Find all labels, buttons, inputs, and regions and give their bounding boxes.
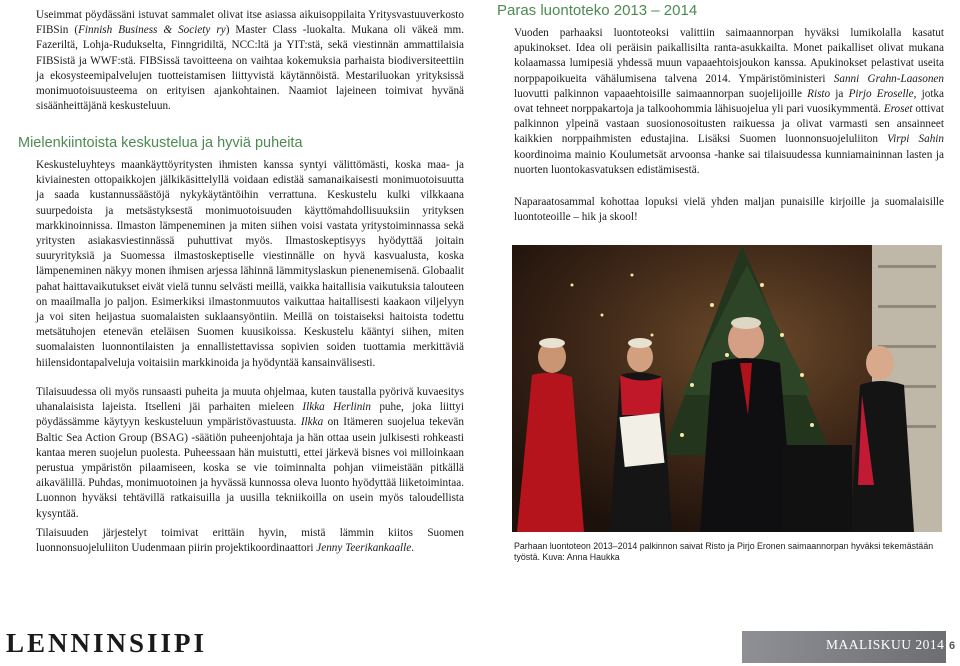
award-photo [512,245,942,532]
award-paragraph: Vuoden parhaaksi luontoteoksi valittiin saimaannorpan hyväksi lumikolalla kasatut apukinokset. Idea oli peräisin paikallisilta ranta-asukkailta. Monet paikalliset olivat mukana kolaamassa lumipesiä yhdessä muun vapaaehtoisjoukon kanssa. Apukinokset pelastivat useita norppapoikueita vähälumisena talvena 2014. Ympäristöministeri Sanni Grahn-Laasonen luovutti palkinnon vapaaehtoisille saimaannorpan suojelijoille Risto ja Pirjo Eroselle, jotka ovat tehneet norppakartoja ja talkoohommia lähisuojelua yli pari vuosikymmentä. Eroset ottivat palkinnon ylpeinä vastaan suosionosoitusten raikuessa ja olivat varmasti sen ansainneet kaikkien norppaihmisten edustajina. Lisäksi Suomen luonnonsuojeluliiton Virpi Sahin koordinoima mainio Koulumetsät arvoonsa -hanke sai tilaisuudessa kunniamaininnan lasten ja nuorten luontokasvatuksen edistämisestä. [514,27,945,176]
person-name: Virpi Sahin [887,133,945,146]
magazine-logo: LENNINSIIPI [6,628,208,658]
person-name: Sanni Grahn-Laasonen [833,72,944,85]
section-title-discussion: Mielenkiintoista keskustelua ja hyviä puheita [18,135,303,151]
person-name: Jenny Teerikankaalle [316,542,412,555]
award-column [514,26,944,178]
closing-paragraph: Naparaatosammal kohottaa lopuksi vielä yhden maljan punaisille kirjoille ja suomalaisille luontoteoille – hik ja skool! [514,196,944,224]
speeches-block [36,385,464,522]
award-photo-illustration [512,245,942,532]
issue-label: MAALISKUU 2014 [826,637,945,652]
organization-name: Finnish Business & Society ry [78,24,226,37]
person-name: Pirjo Eroselle [848,87,914,100]
photo-caption: Parhaan luontoteon 2013–2014 palkinnon saivat Risto ja Pirjo Eronen saimaannorpan hyväksi tekemästään työstä. Kuva: Anna Haukka [514,541,934,562]
thanks-block [36,526,464,556]
discussion-paragraph: Keskusteluyhteys maankäyttöyritysten ihmisten kanssa syntyi välittömästi, koska maa- ja kiviainesten ottopaikkojen jälkikäsittelyllä voidaan edistää samanaikaisesti monimuotoisuutta ja saada kustannussäästöjä nykykäytäntöihin verrattuna. Keskustelu kulki vilkkaana suurpedoista ja metsästyksestä monimuotoisuuden käyttömahdollisuuksiin yrityksen markkinoinnissa. Ilmaston lämpeneminen ja miten siihen voisi vastata yritystoiminnassa sekä yritysten asiakasviestinnässä puhuttivat myös. Ilmastoskeptisyys hyödyttää joitain suuryrityksiä ja Suomessa ilmastoskeptiselle viestinnälle on hyvä kasvualusta, koska lämpeneminen näkyy monen ihmisen arjessa lähinnä lämmityslaskun pienenemisenä. Globaalit pahat haittavaikutukset eivät vielä tunnu selvästi meillä, vaikka haitallisia vaikutuksia talouteen on maailmalla jo paljon. Esimerkiksi ilmastonmuutos vaikuttaa haitallisesti kaakaon viljelyyn ja voi siten heijastua suomalaisten suklaansyöntiin. Meillä on toistaiseksi haitoista todettu metsätuhojen etenevän eteläisen Suomen kuusikoissa. Keskustelu kääntyi siihen, miten suomalaisten luonnontilaisten ja ennallistettavissa sopivien soiden tuottamia merkittäviä hiilensidontapalveluja voitaisiin markkinoida ja hyödyntää kansainvälisesti. [36,159,464,369]
person-name: Risto [807,87,831,100]
thanks-paragraph: Tilaisuuden järjestelyt toimivat erittäin hyvin, mistä lämmin kiitos Suomen luonnonsuojeluliiton Uudenmaan piirin projektikoordinaattori Jenny Teerikankaalle. [36,527,464,555]
person-name: Ilkka [300,416,324,429]
page-number: 6 [949,640,956,652]
intro-column [36,8,464,114]
discussion-column [36,158,464,371]
person-name: Ilkka Herlinin [302,401,371,414]
person-name: Eroset [883,103,913,116]
intro-paragraph: Useimmat pöydässäni istuvat sammalet olivat itse asiassa aikuisoppilaita Yritysvastuuverkosto FIBSin (Finnish Business & Society ry) Master Class -luokalta. Mukana oli väkeä mm. Fazeriltä, Lohja-Rudukselta, Finngridiltä, NCC:ltä ja YIT:stä, sekä viestinnän ammattilaisia FIBSistä ja WWF:stä. FIBSissä tavoitteena on vaihtaa kokemuksia parhaista biodiversiteettiin ja ekosysteemipalvelujen tuotteistamisen liittyvistä käytännöistä. Mestariluokan yrityksissä monimuotoisuusteema on erityisen ajankohtainen. Naamiot lajeineen toimivat hyvänä sisäänheittäjänä keskusteluun. [36,9,464,113]
closing-block [514,195,944,225]
speeches-paragraph: Tilaisuudessa oli myös runsaasti puheita ja muuta ohjelmaa, kuten taustalla pyörivä kuvaesitys uhanalaisista lajeista. Itselleni jäi parhaiten mieleen Ilkka Herlinin puhe, joka liittyi pöydässämme käytyyn keskusteluun ympäristövastuusta. Ilkka on Itämeren suojelua tekevän Baltic Sea Action Group (BSAG) -säätiön puheenjohtaja ja hän ottaa usein julkisesti rohkeasti kantaa meren suojelun puolesta. Puheessaan hän muistutti, ettei järkevä bisnes voi milloinkaan perustua ympäristön pilaamiseen, koska se vie toiminnalta pohjan viimeistään pitkällä aikavälillä. Puhdas, monimuotoinen ja hyvässä kunnossa oleva luonto hyödyttää liiketoimintaa. Luonnon hyväksi tehtävillä ratkaisuilla ja uusilla tekniikoilla on usein myös taloudellista kysyntää. [36,386,464,520]
section-title-award: Paras luontoteko 2013 – 2014 [497,2,698,19]
